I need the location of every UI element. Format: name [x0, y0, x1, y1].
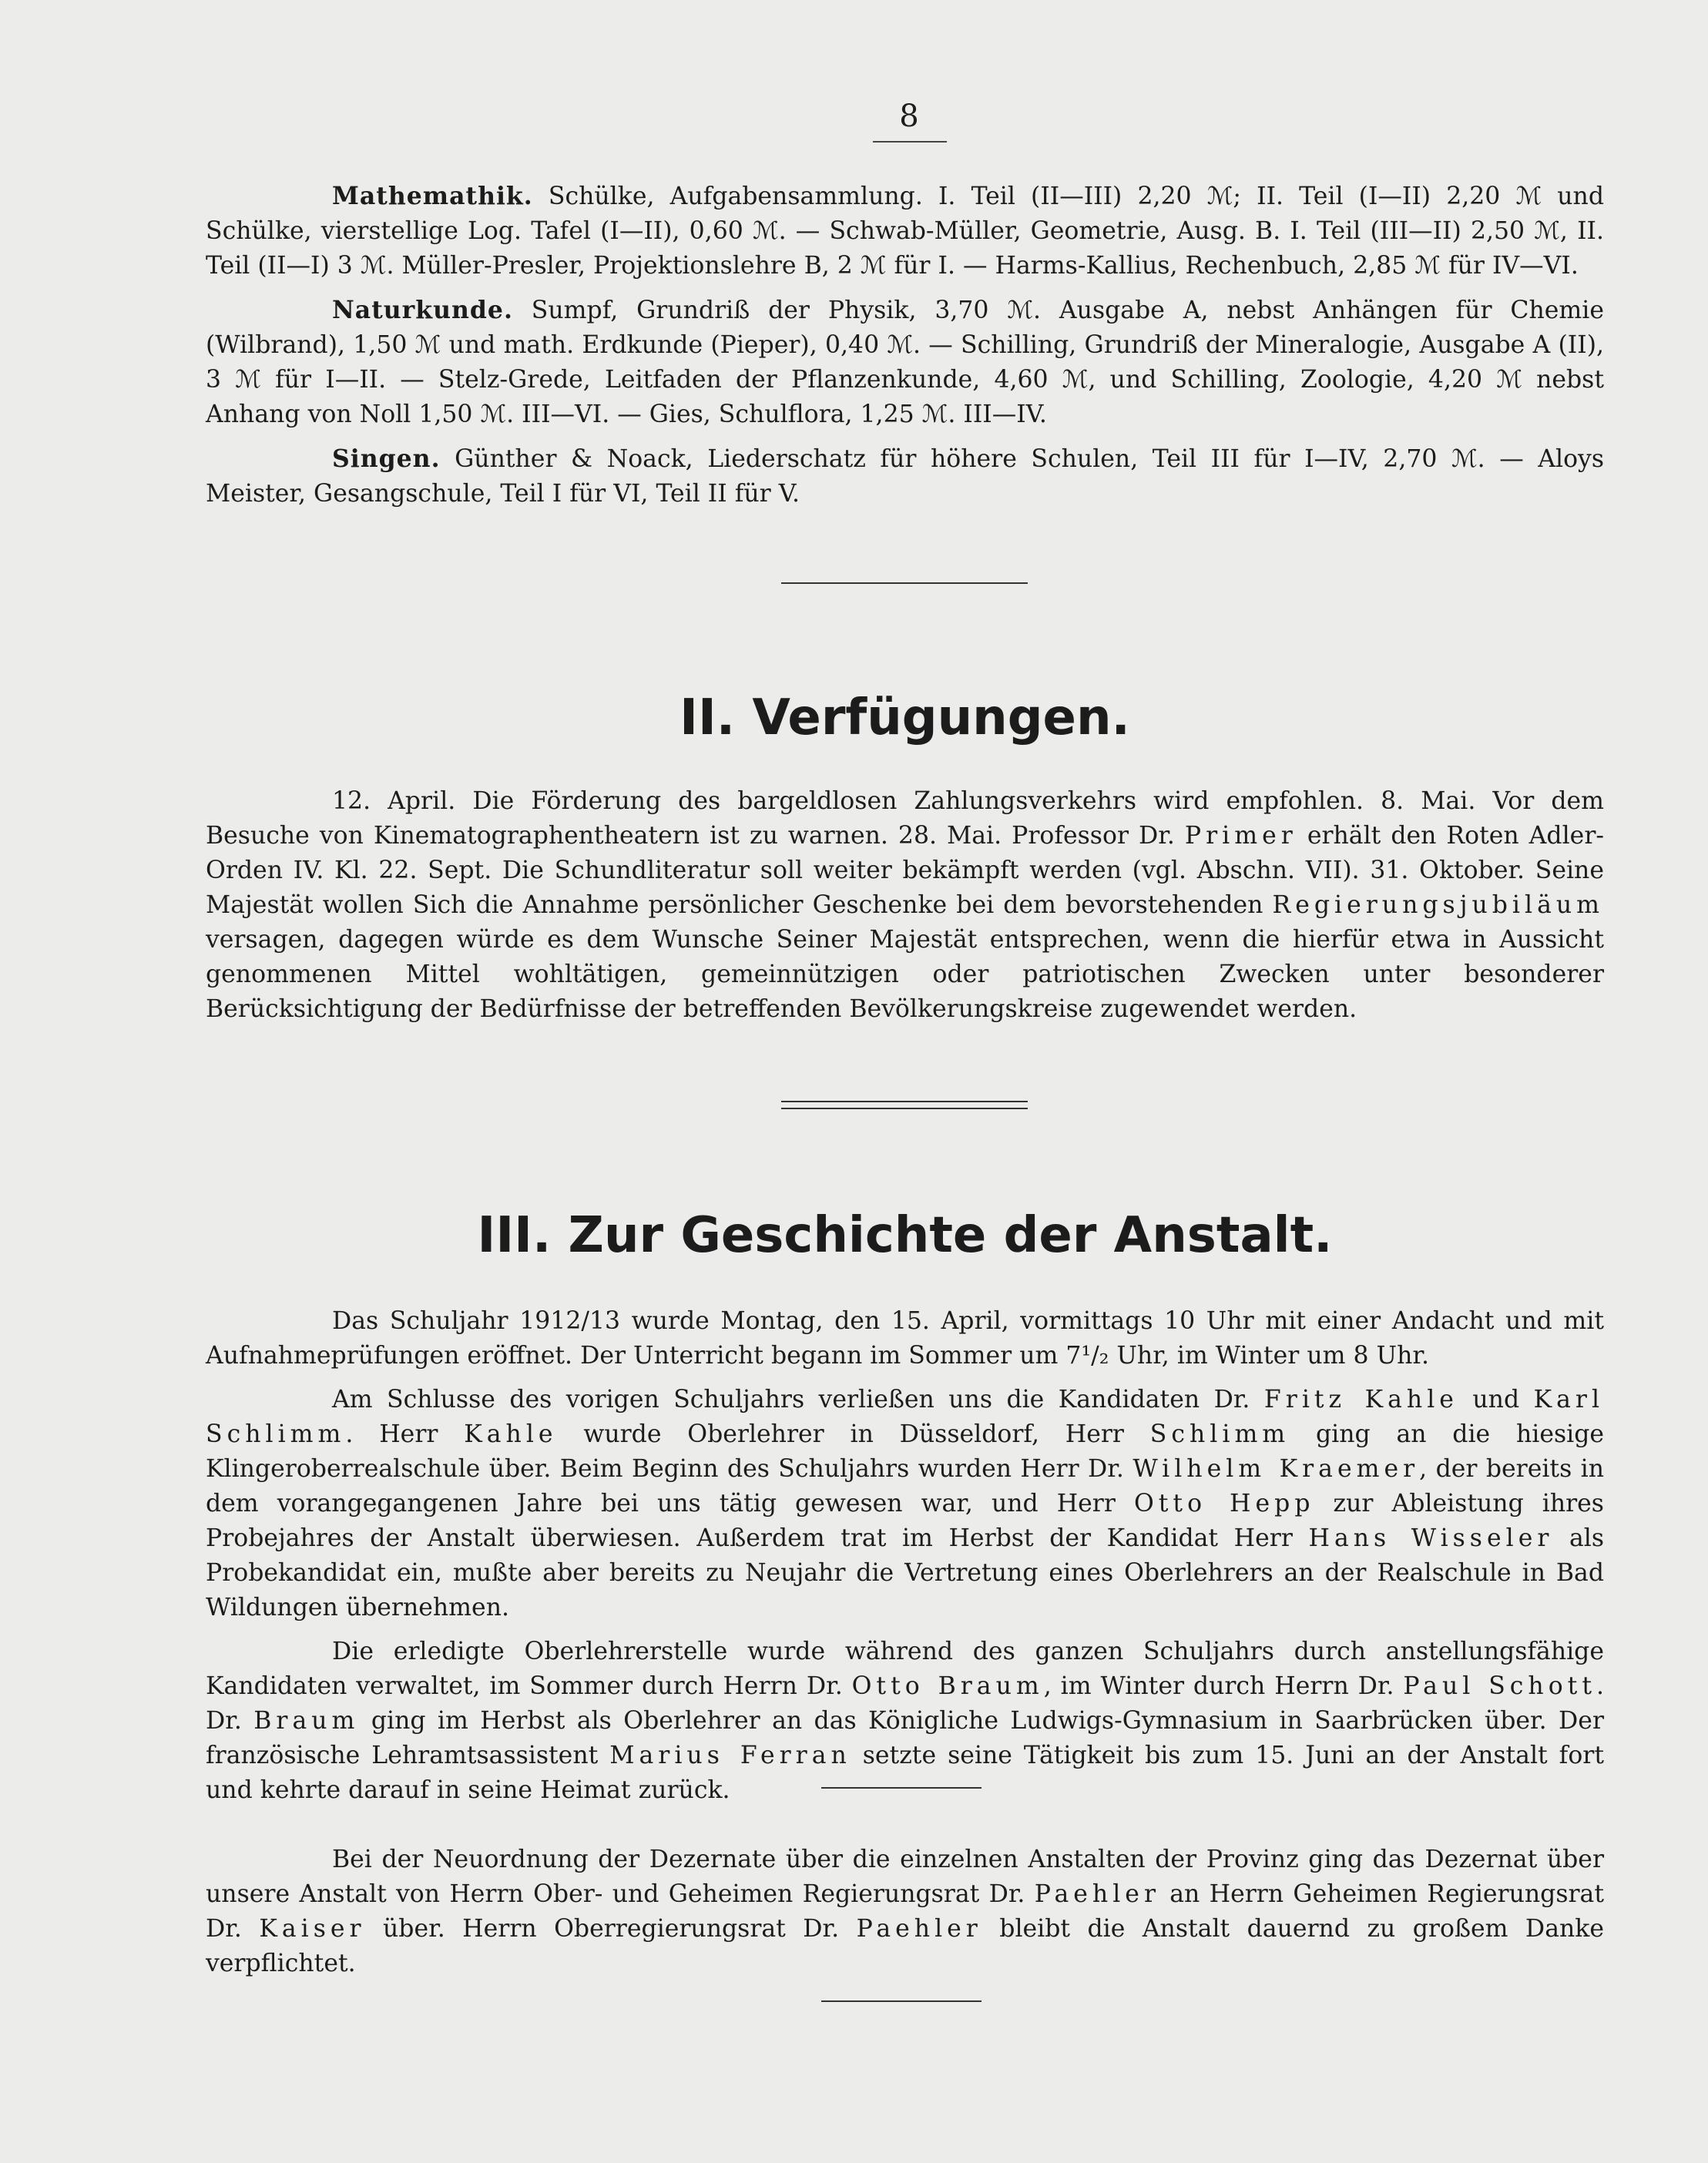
text-run: Die erledigte Oberlehrerstelle wurde während des ganzen Schuljahrs durch anstellungsfähige Kandidaten verwaltet, im Sommer durch Herrn Dr. [206, 1638, 1604, 1700]
page-number-rule [873, 141, 947, 143]
text-run: 12. April. Die Förderung des bargeldlosen Zahlungsverkehrs wird empfohlen. 8. Mai. Vor dem Besuche von Kinematographentheatern ist zu warnen. 28. Mai. Professor Dr. [206, 787, 1604, 850]
spaced-name: Kahle [464, 1420, 558, 1448]
spaced-name: Paehler [1034, 1880, 1160, 1908]
spaced-name: Karl Schlimm [206, 1386, 1605, 1448]
text-run: Das Schuljahr 1912/13 wurde Montag, den 15. April, vormittags 10 Uhr mit einer Andacht und mit Aufnahmeprüfungen eröffnet. Der Unterricht begann im Sommer um 7 [206, 1307, 1604, 1370]
section-verfuegungen-body [206, 784, 1604, 1036]
text-run: zur Ableistung ihres Probejahres der Anstalt überwiesen. Außerdem trat im Herbst der Kandidat Herr [206, 1490, 1604, 1552]
paragraph [206, 1843, 1604, 1981]
text-run: und [1472, 1386, 1520, 1413]
spaced-name: Primer [1184, 822, 1297, 850]
paragraph [206, 784, 1604, 1027]
subject-label: Singen. [332, 444, 441, 473]
section-geschichte-body [206, 1304, 1604, 1817]
text-run: Am Schlusse des vorigen Schuljahrs verließen uns die Kandidaten Dr. [332, 1386, 1250, 1413]
spaced-name: Paul Schott [1403, 1672, 1596, 1700]
text-run: ging im Herbst als Oberlehrer an das Königliche Ludwigs-Gymnasium in Saarbrücken über. Der französische Lehramtsassistent [206, 1707, 1604, 1769]
text-run: setzte seine Tätigkeit bis zum 15. Juni an der Anstalt fort und kehrte darauf in seine Heimat zurück. [206, 1742, 1604, 1804]
subject-label: Mathemathik. [332, 182, 533, 210]
subject-text: Schülke, Aufgabensammlung. I. Teil (II—III) 2,20 ℳ; II. Teil (I—II) 2,20 ℳ und Schülke, vierstellige Log. Tafel (I—II), 0,60 ℳ. — Schwab-Müller, Geometrie, Ausg. B. I. Teil (III—II) 2,50 ℳ, II. Teil (II—I) 3 ℳ. Müller-Presler, Projektionslehre B, 2 ℳ für I. — Harms-Kallius, Rechenbuch, 2,85 ℳ für IV—VI. [206, 183, 1605, 280]
text-run: versagen, dagegen würde es dem Wunsche Seiner Majestät entsprechen, wenn die hierfür etwa in Aussicht genommenen Mittel wohltätigen, gemeinnützigen oder patriotischen Zwecken unter besonderer Berücksichtigung der Bedürfnisse der betreffenden Bevölkerungskreise zugewendet werden. [206, 926, 1604, 1023]
subject-natural-science [206, 293, 1604, 432]
spaced-name: Hans Wisseler [1308, 1524, 1554, 1552]
spaced-name: Otto Hepp [1133, 1490, 1315, 1517]
spaced-name: Braum [253, 1707, 360, 1735]
subject-label: Naturkunde. [332, 296, 513, 324]
text-run: , der bereits in dem vorangegangenen Jahre bei uns tätig gewesen war, und Herr [206, 1455, 1604, 1517]
text-run: erhält den Roten Adler-Orden IV. Kl. 22. Sept. Die Schundliteratur soll weiter bekämpft werden (vgl. Abschn. VII). 31. Oktober. Seine Majestät wollen Sich die Annahme persönlicher Geschenke bei dem bevorstehenden [206, 822, 1605, 919]
section-geschichte-dezernat [206, 1843, 1604, 1990]
paragraph [206, 1635, 1604, 1808]
spaced-term: Regierungsjubiläum [1272, 891, 1605, 919]
section-double-divider [781, 1101, 1028, 1109]
schoolbook-list [206, 179, 1604, 521]
fraction: ¹/₂ [1081, 1342, 1109, 1370]
subject-mathematics [206, 179, 1604, 283]
text-run: als Probekandidat ein, mußte aber bereits zu Neujahr die Vertretung eines Oberlehrers an der Realschule in Bad Wildungen übernehmen. [206, 1524, 1604, 1621]
section-heading-geschichte: III. Zur Geschichte der Anstalt. [477, 1207, 1333, 1264]
paragraph-divider [821, 1787, 982, 1789]
paragraph [206, 1304, 1604, 1373]
spaced-name: Wilhelm Kraemer [1133, 1455, 1420, 1483]
subject-text: Günther & Noack, Liederschatz für höhere Schulen, Teil III für I—IV, 2,70 ℳ. — Aloys Meister, Gesangschule, Teil I für VI, Teil II für V. [206, 445, 1605, 508]
subject-text: Sumpf, Grundriß der Physik, 3,70 ℳ. Ausgabe A, nebst Anhängen für Chemie (Wilbrand), 1,50 ℳ und math. Erdkunde (Pieper), 0,40 ℳ. — Schilling, Grundriß der Mineralogie, Ausgabe A (II), 3 ℳ für I—II. — Stelz-Grede, Leitfaden der Pflanzenkunde, 4,60 ℳ, und Schilling, Zoologie, 4,20 ℳ nebst Anhang von Noll 1,50 ℳ. III—VI. — Gies, Schulflora, 1,25 ℳ. III—IV. [206, 297, 1604, 428]
spaced-name: Schlimm [1149, 1420, 1290, 1448]
spaced-name: Kaiser [259, 1915, 366, 1943]
text-run: an Herrn Geheimen Regierungsrat Dr. [206, 1880, 1604, 1943]
text-run: Uhr, im Winter um 8 Uhr. [1116, 1342, 1429, 1370]
text-run: Bei der Neuordnung der Dezernate über die einzelnen Anstalten der Provinz ging das Dezernat über unsere Anstalt von Herrn Ober- und Geheimen Regierungsrat Dr. [206, 1846, 1604, 1908]
spaced-name: Fritz Kahle [1263, 1386, 1458, 1413]
section-divider [781, 582, 1028, 584]
text-run: wurde Oberlehrer in Düsseldorf, Herr [583, 1420, 1124, 1448]
end-divider [821, 2000, 982, 2002]
subject-singing [206, 441, 1604, 511]
spaced-name: Otto Braum [851, 1672, 1044, 1700]
page-number: 8 [899, 99, 919, 134]
text-run: bleibt die Anstalt dauernd zu großem Danke verpflichtet. [206, 1915, 1604, 1977]
text-run: . Dr. [206, 1672, 1605, 1735]
spaced-name: Marius Ferran [609, 1742, 851, 1769]
text-run: . Herr [345, 1420, 438, 1448]
paragraph [206, 1383, 1604, 1625]
text-run: , im Winter durch Herrn Dr. [1043, 1672, 1394, 1700]
text-run: ging an die hiesige Klingeroberrealschule über. Beim Beginn des Schuljahrs wurden Herr Dr. [206, 1420, 1605, 1483]
spaced-name: Paehler [856, 1915, 982, 1943]
text-run: über. Herrn Oberregierungsrat Dr. [383, 1915, 840, 1943]
section-heading-verfuegungen: II. Verfügungen. [680, 689, 1130, 746]
